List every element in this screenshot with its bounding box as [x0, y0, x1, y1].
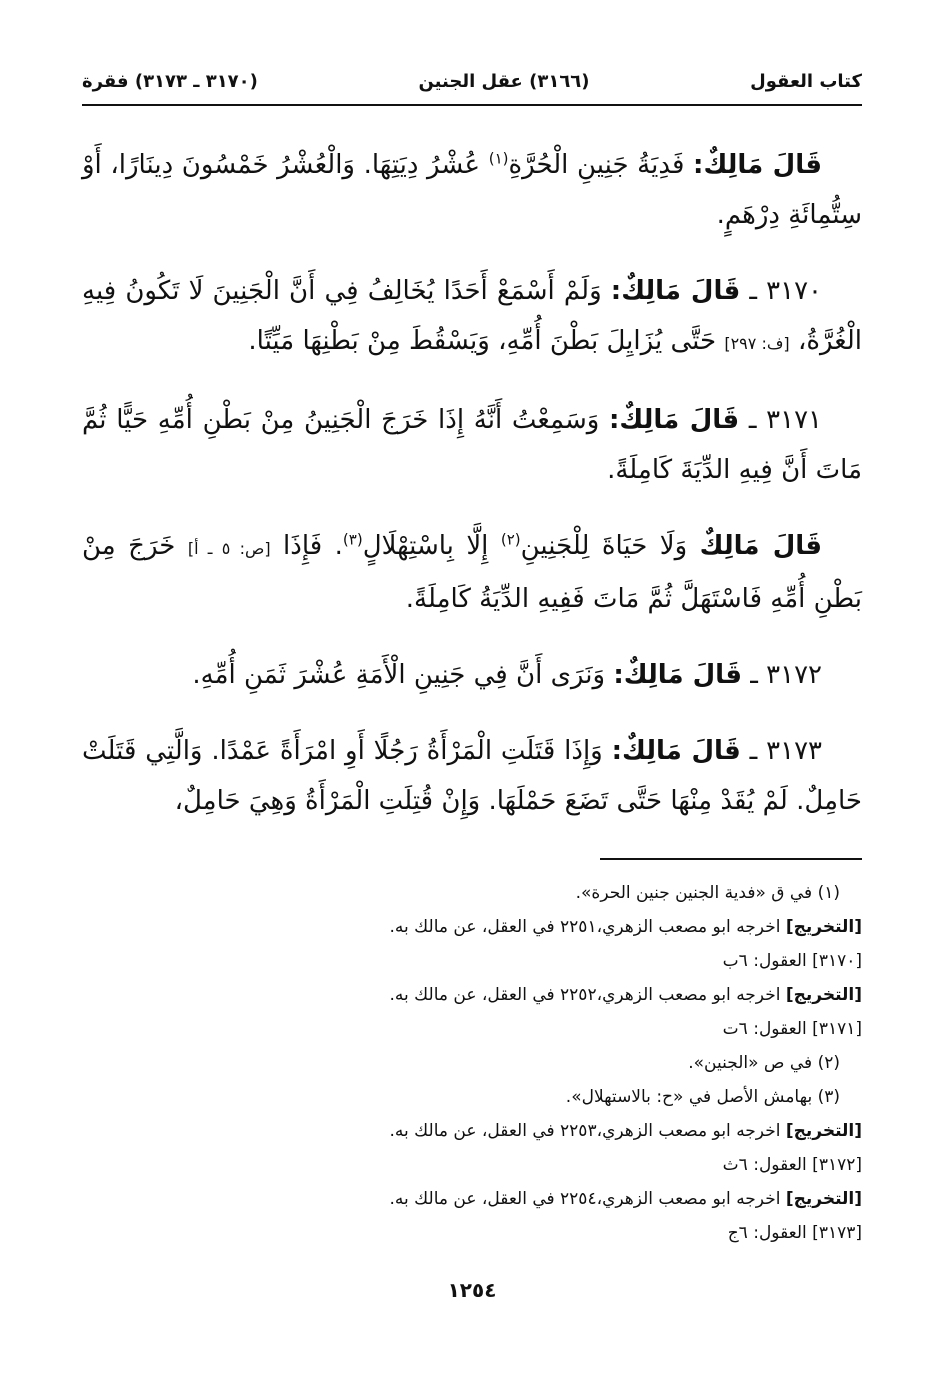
- paragraph-text: حَتَّى يُزَايِلَ بَطْنَ أُمِّهِ، وَيَسْقُطَ مِنْ بَطْنِهَا مَيِّتًا.: [248, 326, 717, 356]
- footnote-takhrij: [82, 910, 862, 944]
- footnote-takhrij: [82, 1182, 862, 1216]
- paragraph: [82, 521, 862, 624]
- paragraph-number: ٣١٧٢ ـ: [750, 660, 822, 690]
- page-reference: [ص: ٥ ـ أ]: [187, 539, 271, 558]
- footnote: [82, 1080, 862, 1114]
- main-text: [82, 140, 862, 852]
- paragraph-number: ٣١٧٠ ـ: [749, 276, 823, 306]
- speaker-label: قَالَ مَالِكٌ:: [611, 736, 741, 766]
- footnote-text: [٣١٧٠] العقول: ٦ب: [722, 951, 862, 971]
- paragraph-text: خَرَجَ مِنْ بَطْنِ أُمِّهِ فَاسْتَهَلَّ ثُمَّ مَاتَ فَفِيهِ الدِّيَةُ كَامِلَةً.: [82, 531, 862, 614]
- footnote: [82, 876, 862, 910]
- paragraph-text: وَسَمِعْتُ أَنَّهُ إِذَا خَرَجَ الْجَنِينُ مِنْ بَطْنِ أُمِّهِ حَيًّا ثُمَّ مَاتَ أَنَّ فِيهِ الدِّيَةَ كَامِلَةً.: [82, 405, 862, 485]
- paragraph-text: وَلَا حَيَاةَ لِلْجَنِينِ: [520, 531, 688, 561]
- footnote-ref[interactable]: (٢): [500, 530, 521, 549]
- paragraph-text: فَدِيَةُ جَنِينِ الْحُرَّةِ: [508, 150, 685, 180]
- page-reference: [ف: ٢٩٧]: [724, 334, 790, 353]
- footnote-text: اخرجه ابو مصعب الزهري،٢٢٥٤ في العقل، عن مالك به.: [389, 1189, 781, 1209]
- paragraph-text: إِلَّا بِاسْتِهْلَالٍ: [362, 531, 489, 561]
- footnote-divider: [600, 858, 862, 860]
- footnote-text: اخرجه ابو مصعب الزهري،٢٢٥٢ في العقل، عن مالك به.: [389, 985, 781, 1005]
- footnote-text: (٣) بهامش الأصل في «ح: بالاستهلال».: [565, 1087, 840, 1107]
- speaker-label: قَالَ مَالِكٌ:: [693, 150, 823, 180]
- takhrij-label: [التخريج]: [785, 985, 862, 1005]
- paragraph-number: ٣١٧١ ـ: [748, 405, 822, 435]
- speaker-label: قَالَ مَالِكٌ:: [610, 276, 741, 306]
- paragraph: [82, 395, 862, 495]
- page-number: ١٢٥٤: [447, 1278, 497, 1302]
- footnote-text: [٣١٧١] العقول: ٦ت: [722, 1019, 862, 1039]
- footnote: [82, 1046, 862, 1080]
- paragraph: [82, 650, 862, 700]
- chapter-title: (٣١٦٦) عقل الجنين: [418, 70, 590, 92]
- book-title: كتاب العقول: [750, 70, 862, 92]
- footnote-ref[interactable]: (١): [488, 149, 509, 168]
- speaker-label: قَالَ مَالِكٌ:: [609, 405, 740, 435]
- paragraph-text: . فَإِذَا: [283, 531, 343, 561]
- footnote-reference: [82, 1216, 862, 1250]
- takhrij-label: [التخريج]: [785, 1189, 862, 1209]
- paragraph-text: وَإِذَا قَتَلَتِ الْمَرْأَةُ رَجُلًا أَوِ امْرَأَةً عَمْدًا. وَالَّتِي قَتَلَتْ حَامِلٌ. لَمْ يُقَدْ مِنْهَا حَتَّى تَضَعَ حَمْلَهَا. وَإِنْ قُتِلَتِ الْمَرْأَةُ وَهِيَ حَامِلٌ،: [82, 736, 862, 816]
- paragraph-range: (٣١٧٠ ـ ٣١٧٣) فقرة: [82, 70, 258, 92]
- header-divider: [82, 104, 862, 106]
- footnote-text: (٢) في ص «الجنين».: [688, 1053, 840, 1073]
- footnote-reference: [82, 944, 862, 978]
- footnote-ref[interactable]: (٣): [342, 530, 363, 549]
- footnote-text: (١) في ق «فدية الجنين جنين الحرة».: [575, 883, 840, 903]
- paragraph-text: وَلَمْ أَسْمَعْ أَحَدًا يُخَالِفُ فِي أَنَّ الْجَنِينَ لَا تَكُونُ فِيهِ الْغُرَّةُ،: [82, 276, 862, 356]
- paragraph: [82, 140, 862, 240]
- takhrij-label: [التخريج]: [785, 1121, 862, 1141]
- book-page: [82, 0, 862, 1381]
- footnote-text: [٣١٧٣] العقول: ٦ج: [727, 1223, 862, 1243]
- paragraph-number: ٣١٧٣ ـ: [749, 736, 822, 766]
- speaker-label: قَالَ مَالِكٌ: [699, 531, 823, 561]
- speaker-label: قَالَ مَالِكٌ:: [613, 660, 742, 690]
- takhrij-label: [التخريج]: [785, 917, 862, 937]
- running-header: [82, 64, 862, 98]
- footnote-takhrij: [82, 978, 862, 1012]
- paragraph-text: وَنَرَى أَنَّ فِي جَنِينِ الْأَمَةِ عُشْرَ ثَمَنِ أُمِّهِ.: [192, 660, 606, 690]
- paragraph: [82, 266, 862, 369]
- footnotes: [82, 876, 862, 1250]
- footnote-reference: [82, 1012, 862, 1046]
- paragraph-text: عُشْرُ دِيَتِهَا. وَالْعُشْرُ خَمْسُونَ دِينَارًا، أَوْ سِتُّمِائَةِ دِرْهَمٍ.: [82, 150, 862, 230]
- footnote-text: [٣١٧٢] العقول: ٦ث: [722, 1155, 862, 1175]
- footnote-text: اخرجه ابو مصعب الزهري،٢٢٥١ في العقل، عن مالك به.: [389, 917, 781, 937]
- paragraph: [82, 726, 862, 826]
- footnote-text: اخرجه ابو مصعب الزهري،٢٢٥٣ في العقل، عن مالك به.: [389, 1121, 781, 1141]
- footnote-takhrij: [82, 1114, 862, 1148]
- footnote-reference: [82, 1148, 862, 1182]
